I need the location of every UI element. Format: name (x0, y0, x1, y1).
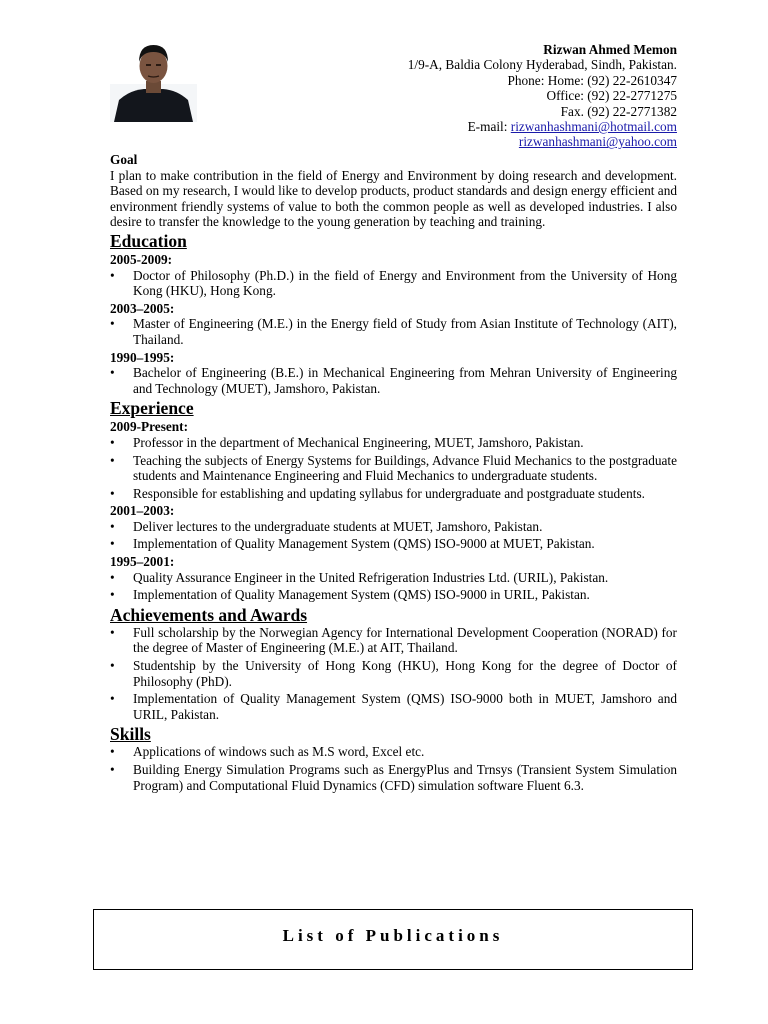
list-item: • Implementation of Quality Management System (QMS) ISO-9000 both in MUET, Jamshoro and URIL, Pakistan. (110, 691, 677, 722)
list-item: • Deliver lectures to the undergraduate students at MUET, Jamshoro, Pakistan. (110, 519, 677, 535)
publications-box (93, 909, 693, 970)
education-list (110, 365, 677, 396)
education-period: 1990–1995: (110, 349, 175, 365)
education-list (110, 316, 677, 347)
education-list (110, 268, 677, 299)
experience-list (110, 519, 677, 552)
list-item: • Quality Assurance Engineer in the United Refrigeration Industries Ltd. (URIL), Pakistan. (110, 570, 677, 586)
resume-body (110, 152, 677, 795)
list-item: • Implementation of Quality Management System (QMS) ISO-9000 in URIL, Pakistan. (110, 587, 677, 603)
applicant-name: Rizwan Ahmed Memon (543, 42, 677, 57)
list-item: • Doctor of Philosophy (Ph.D.) in the field of Energy and Environment from the University of Hong Kong (HKU), Hong Kong. (110, 268, 677, 299)
publications-title: List of Publications (282, 926, 504, 945)
list-item: • Applications of windows such as M.S word, Excel etc. (110, 744, 677, 760)
list-item: • Master of Engineering (M.E.) in the Energy field of Study from Asian Institute of Technology (AIT), Thailand. (110, 316, 677, 347)
list-item: • Building Energy Simulation Programs such as EnergyPlus and Trnsys (Transient System Simulation Program) and Computational Fluid Dynamics (CFD) simulation software Fluent 6.3. (110, 762, 677, 793)
achievements-list (110, 625, 677, 723)
email-row (408, 119, 677, 134)
list-item: • Full scholarship by the Norwegian Agency for International Development Cooperation (NORAD) for the degree of Master of Engineering (M.E.) at AIT, Thailand. (110, 625, 677, 656)
experience-heading: Experience (110, 398, 194, 419)
skills-heading: Skills (110, 724, 151, 745)
experience-period: 2001–2003: (110, 503, 175, 519)
list-item: • Professor in the department of Mechanical Engineering, MUET, Jamshoro, Pakistan. (110, 435, 677, 451)
list-item: • Implementation of Quality Management System (QMS) ISO-9000 at MUET, Pakistan. (110, 536, 677, 552)
contact-block (408, 42, 677, 150)
experience-list (110, 435, 677, 501)
address: 1/9-A, Baldia Colony Hyderabad, Sindh, Pakistan. (407, 57, 677, 73)
achievements-heading: Achievements and Awards (110, 604, 308, 625)
email-label: E-mail: (467, 119, 511, 135)
goal-text: I plan to make contribution in the field of Energy and Environment by doing research and development. Based on my research, I would like to develop products, product standards and design energy efficient and environment friendly systems of value to both the common people as well as developed industries. I also desire to transfer the knowledge to the young generation by teaching and training. (110, 167, 677, 230)
fax: Fax. (92) 22-2771382 (560, 103, 677, 119)
education-period: 2005-2009: (110, 251, 173, 267)
skills-list (110, 744, 677, 793)
list-item: • Bachelor of Engineering (B.E.) in Mechanical Engineering from Mehran University of Engineering and Technology (MUET), Jamshoro, Pakistan. (110, 365, 677, 396)
list-item: • Responsible for establishing and updating syllabus for undergraduate and postgraduate students. (110, 486, 677, 502)
experience-period: 2009-Present: (110, 419, 189, 435)
email-link-yahoo[interactable]: rizwanhashmani@yahoo.com (518, 134, 677, 150)
list-item: • Studentship by the University of Hong Kong (HKU), Hong Kong for the degree of Doctor of Philosophy (PhD). (110, 658, 677, 689)
education-period: 2003–2005: (110, 300, 175, 316)
email-link-hotmail[interactable]: rizwanhashmani@hotmail.com (510, 119, 677, 135)
goal-heading: Goal (110, 152, 138, 167)
profile-photo (110, 34, 197, 122)
list-item: • Teaching the subjects of Energy Systems for Buildings, Advance Fluid Mechanics to the postgraduate students and Maintenance Engineering and Fluid Mechanics to undergraduate students. (110, 453, 677, 484)
experience-list (110, 570, 677, 603)
email-row-2 (408, 134, 677, 149)
experience-period: 1995–2001: (110, 554, 175, 570)
education-heading: Education (110, 230, 187, 251)
phone-home: Phone: Home: (92) 22-2610347 (507, 72, 677, 88)
phone-office: Office: (92) 22-2771275 (546, 88, 677, 104)
